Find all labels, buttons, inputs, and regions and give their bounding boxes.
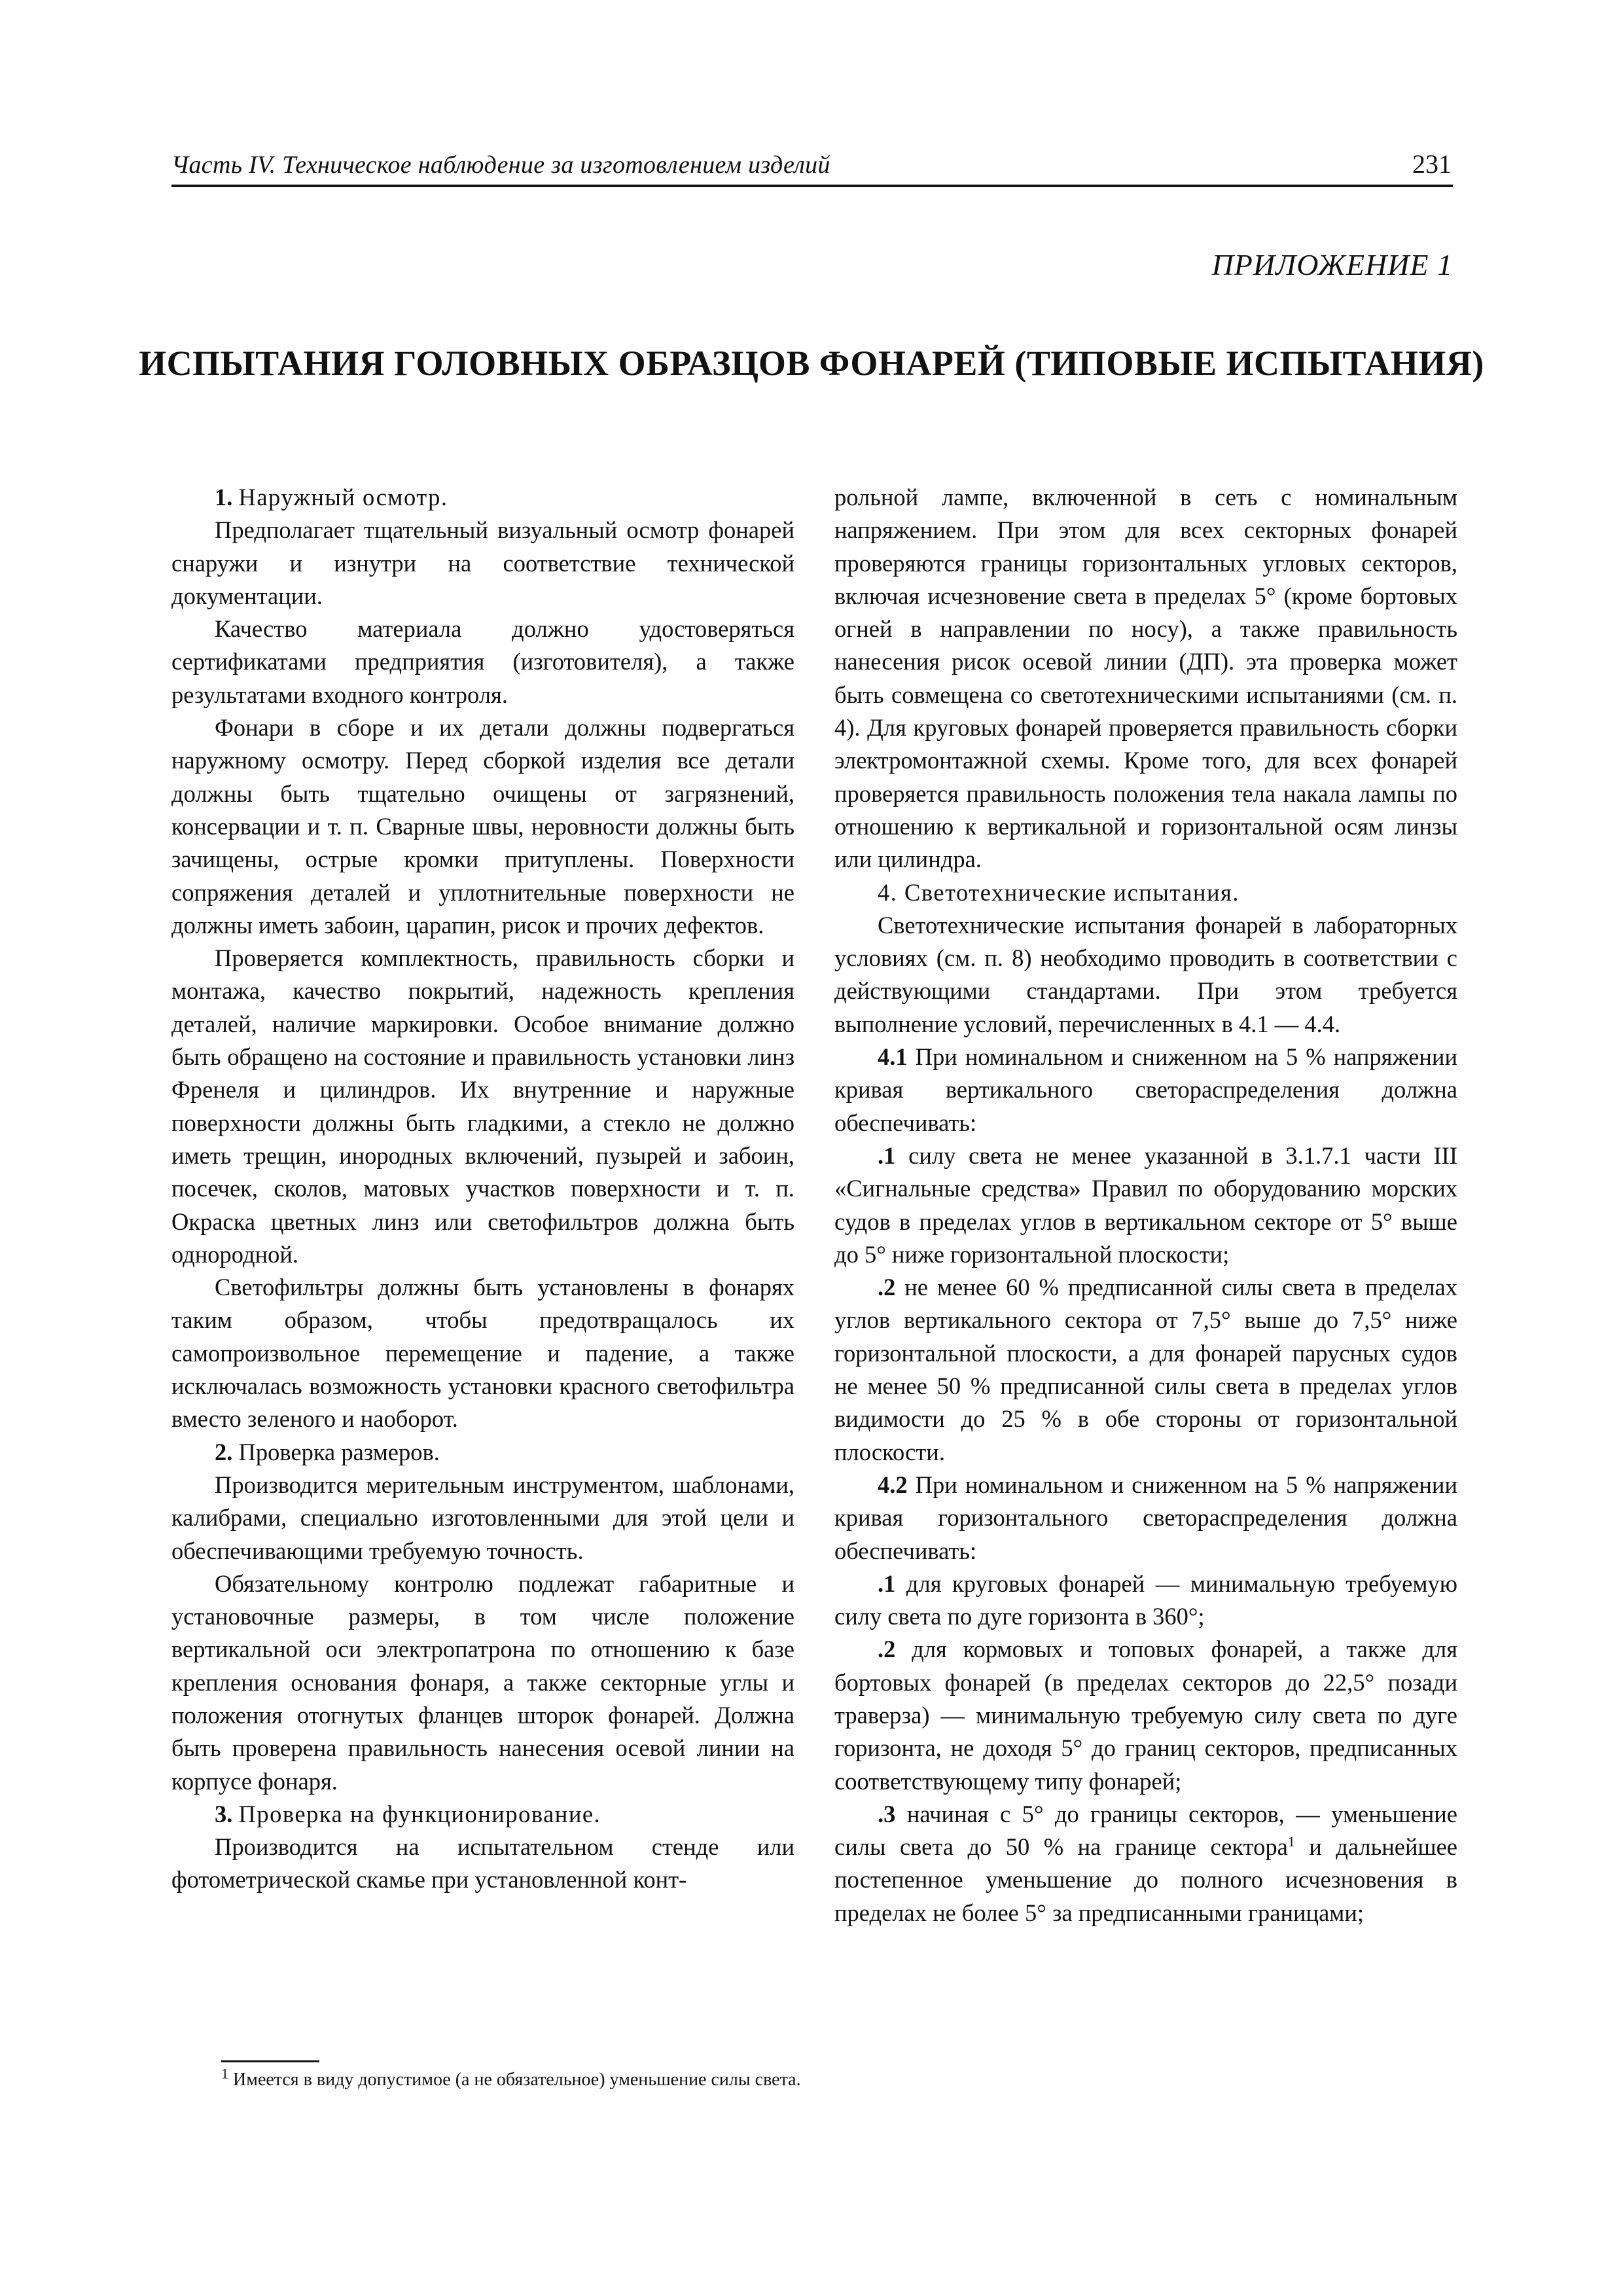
section-heading-4: 4. Светотехнические испытания. — [878, 878, 1240, 906]
clause-4-1-2: .2 не менее 60 % предписанной силы света в пределах углов вертикального сектора от 7,5° выше до 7,5° ниже горизонтальной плоскости, а для фонарей парусных судов не менее 50 % предписанной силы света в пределах углов видимости до 25 % в обе стороны от горизонтальной плоскости. — [834, 1274, 1457, 1465]
footnote-marker: 1 — [221, 2065, 228, 2082]
running-header — [171, 145, 1453, 187]
paragraph: Обязательному контролю подлежат габаритные и установочные размеры, в том числе положение вертикальной оси электропатрона по отношению к базе крепления основания фонаря, а также секторные углы и положения отогнутых фланцев шторок фонарей. Должна быть проверена правильность нанесения осевой линии на корпусе фонаря. — [171, 1570, 794, 1795]
right-column — [834, 481, 1457, 1929]
footnote-divider — [221, 2060, 319, 2062]
clause-4-2-3: .3 начиная с 5° до границы секторов, — уменьшение силы света до 50 % на границе сектора$^1$ и дальнейшее постепенное уменьшение до полного исчезновения в пределах не более 5° за предписанными границами; — [834, 1800, 1457, 1926]
section-heading-1: 1. Наружный осмотр. — [215, 484, 448, 511]
paragraph: Фонари в сборе и их детали должны подвергаться наружному осмотру. Перед сборкой изделия все детали должны быть тщательно очищены от загрязнений, консервации и т. п. Сварные швы, неровности должны быть зачищены, острые кромки притуплены. Поверхности сопряжения деталей и уплотнительные поверхности не должны иметь забоин, царапин, рисок и прочих дефектов. — [171, 714, 794, 939]
paragraph: Проверяется комплектность, правильность сборки и монтажа, качество покрытий, надежность крепления деталей, наличие маркировки. Особое внимание должно быть обращено на состояние и правильность установки линз Френеля и цилиндров. Их внутренние и наружные поверхности должны быть гладкими, а стекло не должно иметь трещин, инородных включений, пузырей и забоин, посечек, сколов, матовых участков поверхности и т. п. Окраска цветных линз или светофильтров должна быть однородной. — [171, 944, 794, 1268]
footnote-ref[interactable]: 1 — [1287, 1833, 1295, 1850]
paragraph: рольной лампе, включенной в сеть с номинальным напряжением. При этом для всех секторных фонарей проверяются границы горизонтальных угловых секторов, включая исчезновение света в пределах 5° (кроме бортовых огней в направлении по носу), а также правильность нанесения рисок осевой линии (ДП). эта проверка может быть совмещена со светотехническими испытаниями (см. п. 4). Для круговых фонарей проверяется правильность сборки электромонтажной схемы. Кроме того, для всех фонарей проверяется правильность положения тела накала лампы по отношению к вертикальной и горизонтальной осям линзы или цилиндра. — [834, 484, 1457, 873]
clause-4-1-1: .1 силу света не менее указанной в 3.1.7.1 части III «Сигнальные средства» Правил по оборудованию морских судов в пределах углов в вертикальном секторе от 5° выше до 5° ниже горизонтальной плоскости; — [834, 1141, 1457, 1268]
footnote-text: Имеется в виду допустимое (а не обязательное) уменьшение силы света. — [228, 2070, 801, 2090]
paragraph: Предполагает тщательный визуальный осмотр фонарей снаружи и изнутри на соответствие технической документации. — [171, 516, 794, 609]
footnote — [221, 2065, 801, 2092]
paragraph: Светофильтры должны быть установлены в фонарях таким образом, чтобы предотвращалось их самопроизвольное перемещение и падение, а также исключалась возможность установки красного светофильтра вместо зеленого и наоборот. — [171, 1274, 794, 1433]
paragraph: Качество материала должно удостоверяться сертификатами предприятия (изготовителя), а также результатами входного контроля. — [171, 615, 794, 708]
section-heading-2: 2. Проверка размеров. — [215, 1438, 440, 1465]
clause-4-2-2: .2 для кормовых и топовых фонарей, а также для бортовых фонарей (в пределах секторов до 22,5° позади траверза) — минимальную требуемую силу света по дуге горизонта, не доходя 5° до границ секторов, предписанных соответствующему типу фонарей; — [834, 1636, 1457, 1795]
page-number: 231 — [1412, 149, 1452, 179]
section-heading-3: 3. Проверка на функционирование. — [215, 1800, 601, 1827]
paragraph: Светотехнические испытания фонарей в лабораторных условиях (см. п. 8) необходимо проводить в соответствии с действующими стандартами. При этом требуется выполнение условий, перечисленных в 4.1 — 4.4. — [834, 911, 1457, 1037]
paragraph: Производится мерительным инструментом, шаблонами, калибрами, специально изготовленными для этой цели и обеспечивающими требуемую точность. — [171, 1471, 794, 1564]
paragraph: Производится на испытательном стенде или фотометрической скамье при установленной конт- — [171, 1833, 794, 1893]
left-column — [171, 481, 794, 1897]
running-header-title: Часть IV. Техническое наблюдение за изготовлением изделий — [171, 151, 830, 179]
document-title: ИСПЫТАНИЯ ГОЛОВНЫХ ОБРАЗЦОВ ФОНАРЕЙ (ТИПОВЫЕ ИСПЫТАНИЯ) — [139, 344, 1484, 383]
clause-4-2-1: .1 для круговых фонарей — минимальную требуемую силу света по дуге горизонта в 360°; — [834, 1570, 1457, 1630]
clause-4-1: 4.1 При номинальном и сниженном на 5 % напряжении кривая вертикального светораспределения должна обеспечивать: — [834, 1043, 1457, 1136]
clause-4-2: 4.2 При номинальном и сниженном на 5 % напряжении кривая горизонтального светораспределения должна обеспечивать: — [834, 1471, 1457, 1564]
appendix-label: ПРИЛОЖЕНИЕ 1 — [1211, 248, 1453, 281]
